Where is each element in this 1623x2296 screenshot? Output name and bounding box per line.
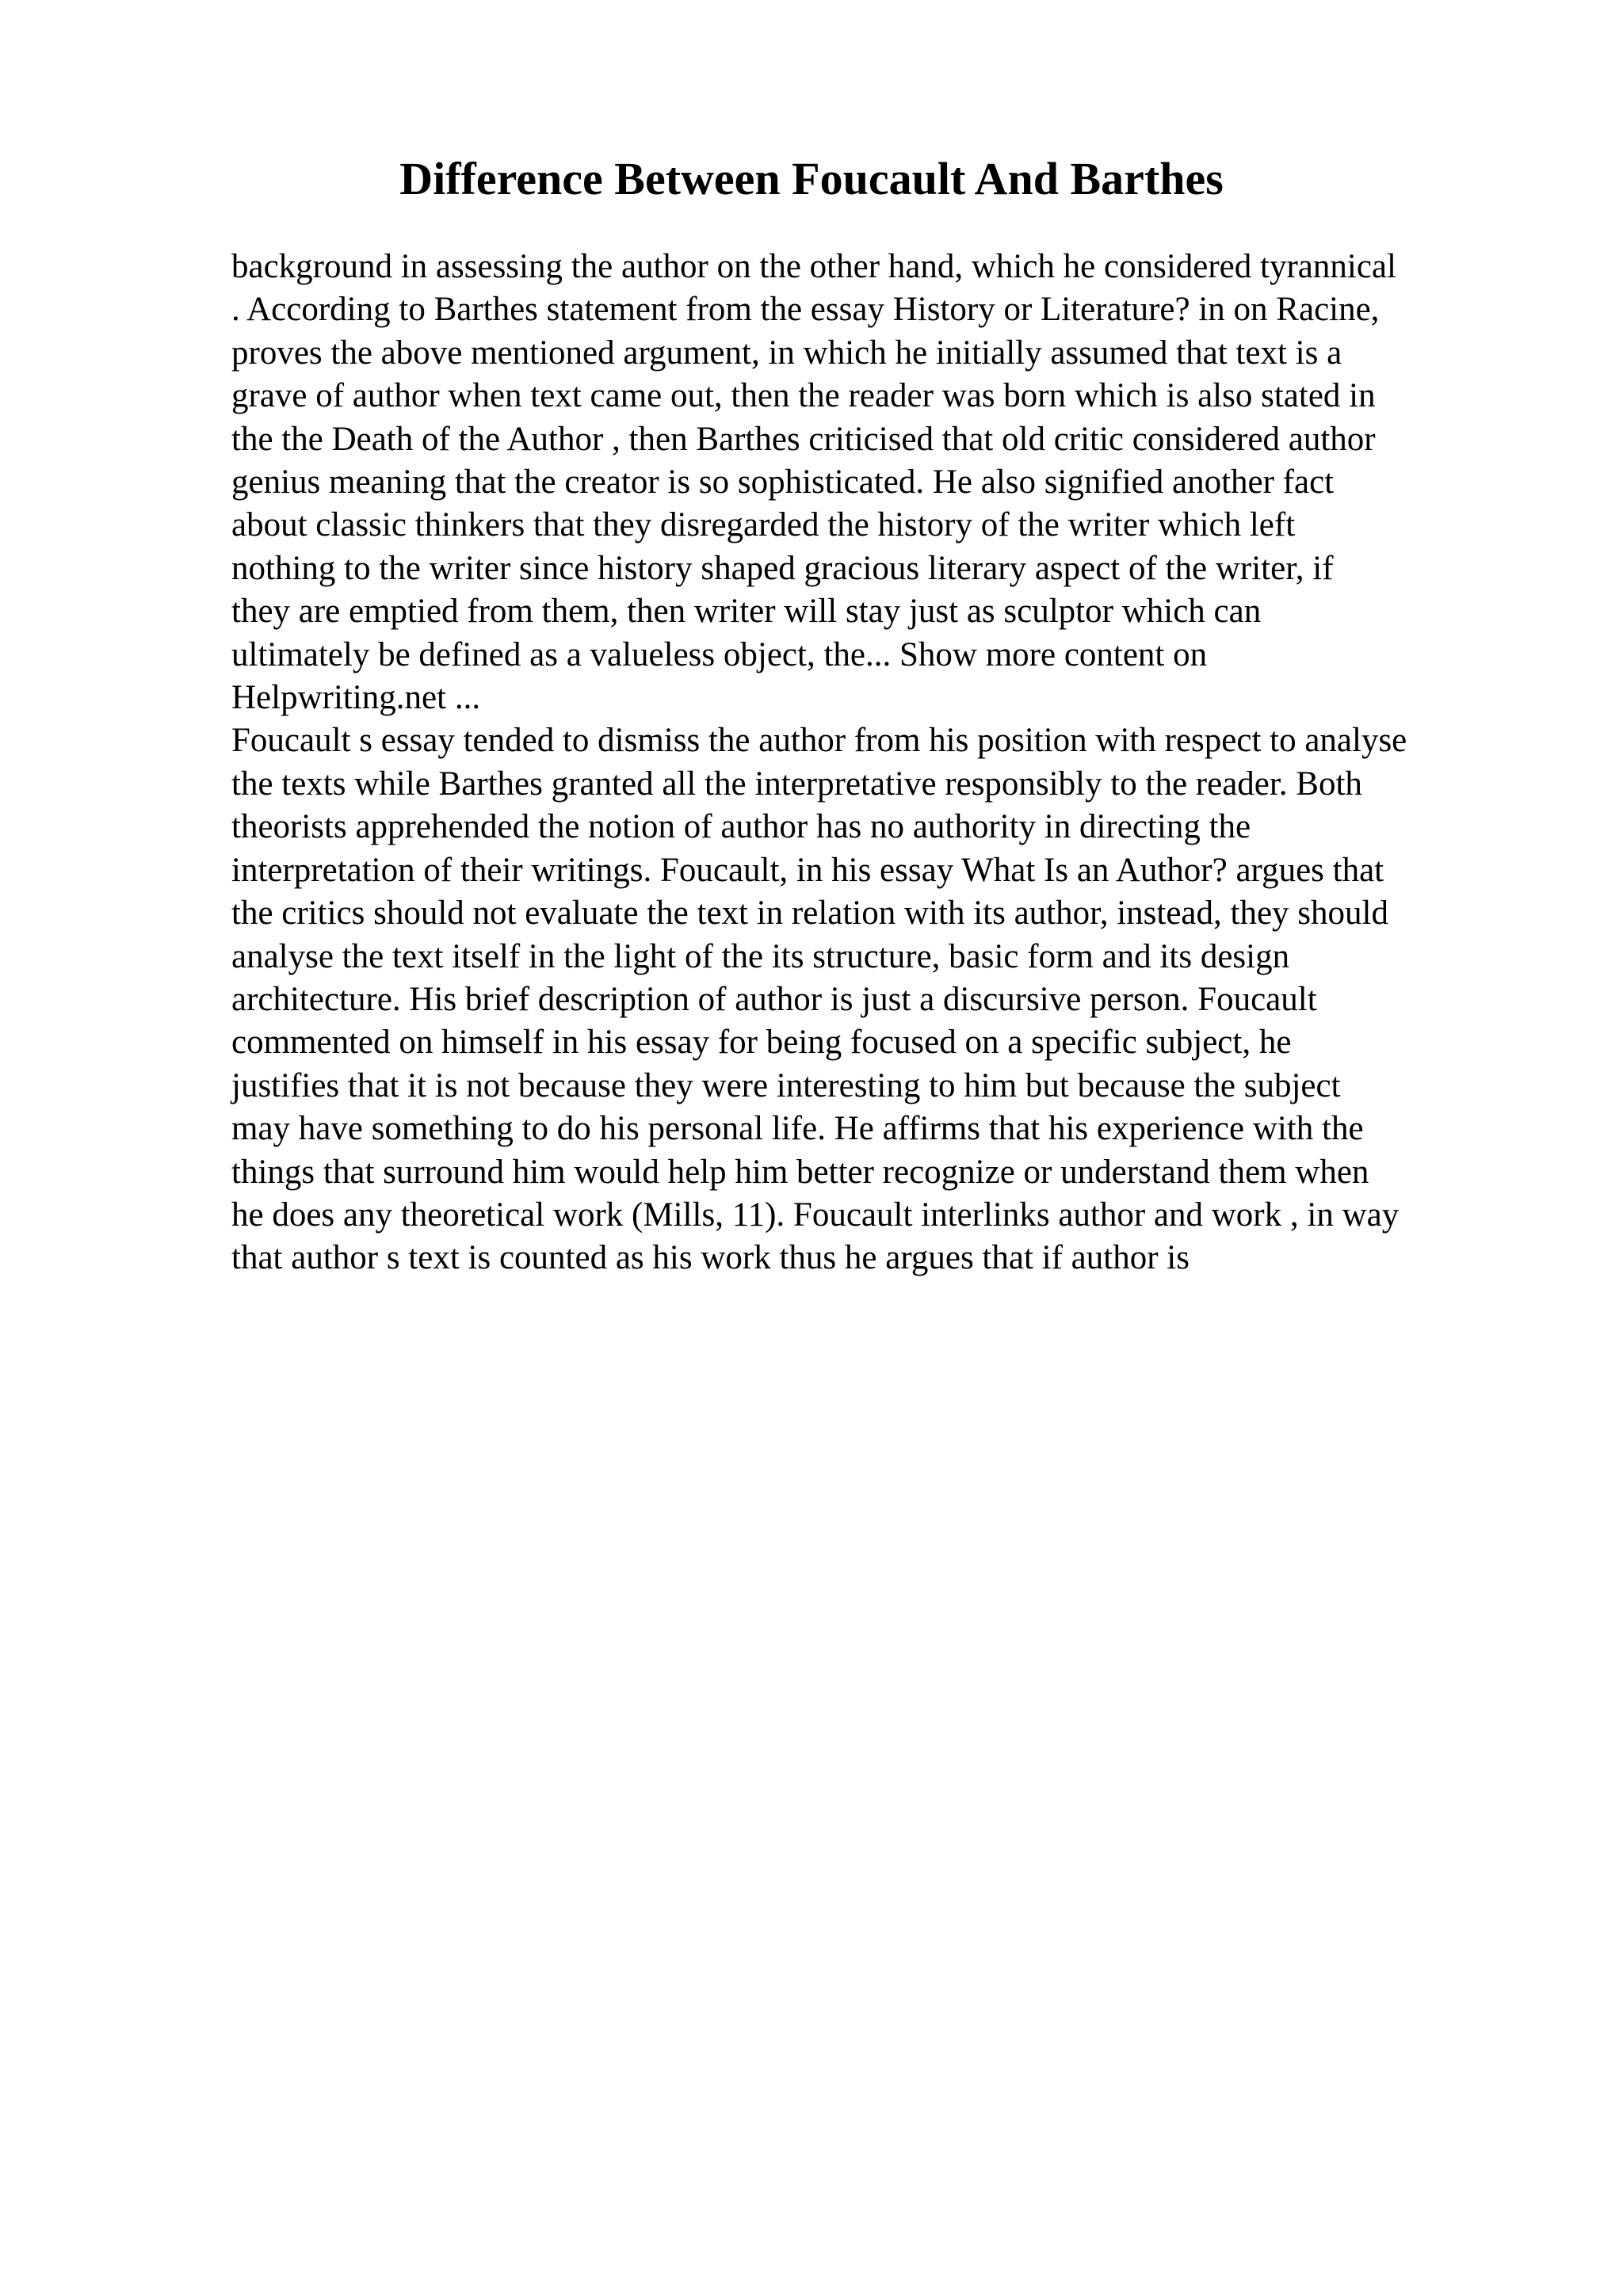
body-line: may have something to do his personal life. He affirms that his experience with the bbox=[231, 1110, 1364, 1148]
document-title: Difference Between Foucault And Barthes bbox=[399, 153, 1224, 204]
body-line: . According to Barthes statement from the essay History or Literature? in on Racine, bbox=[231, 291, 1380, 329]
body-line: interpretation of their writings. Foucault, in his essay What Is an Author? argues that bbox=[231, 851, 1384, 889]
body-line: the critics should not evaluate the text in relation with its author, instead, they should bbox=[231, 894, 1388, 933]
body-line: he does any theoretical work (Mills, 11). Foucault interlinks author and work , in way bbox=[231, 1196, 1400, 1234]
body-line: the the Death of the Author , then Barthes criticised that old critic considered author bbox=[231, 420, 1376, 458]
body-line: genius meaning that the creator is so sophisticated. He also signified another fact bbox=[231, 463, 1335, 502]
body-line: things that surround him would help him better recognize or understand them when bbox=[231, 1153, 1369, 1191]
document-body bbox=[231, 246, 1515, 1280]
body-line: background in assessing the author on the other hand, which he considered tyrannical bbox=[231, 248, 1396, 285]
body-line: theorists apprehended the notion of author has no authority in directing the bbox=[231, 808, 1251, 846]
body-line: proves the above mentioned argument, in which he initially assumed that text is a bbox=[231, 334, 1342, 372]
body-line: Helpwriting.net ... bbox=[231, 679, 481, 717]
body-line: commented on himself in his essay for being focused on a specific subject, he bbox=[231, 1024, 1292, 1062]
body-line: ultimately be defined as a valueless object, the... Show more content on bbox=[231, 635, 1208, 673]
body-line: architecture. His brief description of author is just a discursive person. Foucault bbox=[231, 980, 1317, 1018]
body-line: that author s text is counted as his work thus he argues that if author is bbox=[231, 1239, 1190, 1277]
body-line: about classic thinkers that they disregarded the history of the writer which left bbox=[231, 506, 1296, 544]
body-line: nothing to the writer since history shaped gracious literary aspect of the writer, if bbox=[231, 549, 1334, 587]
body-line: justifies that it is not because they were interesting to him but because the subject bbox=[231, 1066, 1341, 1104]
body-line: they are emptied from them, then writer will stay just as sculptor which can bbox=[231, 593, 1262, 631]
body-line: grave of author when text came out, then the reader was born which is also stated in bbox=[231, 377, 1376, 415]
body-line: the texts while Barthes granted all the interpretative responsibly to the reader. Both bbox=[231, 765, 1362, 803]
body-line: analyse the text itself in the light of the its structure, basic form and its design bbox=[231, 937, 1290, 975]
body-line: Foucault s essay tended to dismiss the author from his position with respect to analyse bbox=[231, 722, 1407, 760]
